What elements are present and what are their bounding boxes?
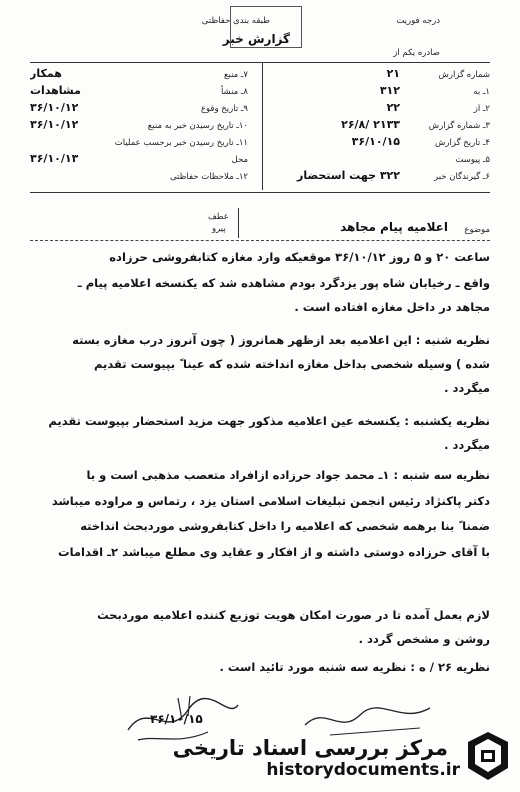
- watermark-url: historydocuments.ir: [266, 760, 460, 780]
- reference-atf-label: عطف: [208, 212, 229, 222]
- body-line: نظریه شنبه : این اعلامیه بعد ازظهر همانروز ( چون آنروز درب مغازه بسته: [72, 333, 490, 347]
- field-value: مشاهدات: [30, 84, 81, 97]
- body-line: مجاهد در داخل مغازه افتاده است .: [294, 300, 490, 314]
- body-line: میگردد .: [444, 381, 490, 395]
- body-line: با آقای حرزاده دوستی داشته و از افکار و عقاید وی مطلع میباشد ۲ـ اقدامات: [58, 545, 490, 559]
- field-label: ۱۱ـ تاریخ رسیدن خبر برحسب عملیات: [114, 138, 248, 148]
- body-line: میگردد .: [444, 438, 490, 452]
- field-label: ۸ـ منشأ: [220, 87, 248, 97]
- watermark-logo-icon: [466, 730, 510, 782]
- field-value: ۳۶/۱۰/۱۵: [351, 135, 400, 148]
- body-line: نظریه ۲۶ / ه : نظریه سه شنبه مورد تائید است .: [219, 660, 490, 674]
- field-value: ۲۱۳۳ /۲۶/۸: [341, 118, 400, 131]
- body-line: ضمنا ً بنا برهمه شخصی که اعلامیه را داخل کتابفروشی موردبحث انداخته: [80, 519, 490, 533]
- document-type: گزارش خبر: [222, 32, 290, 46]
- reference-box-divider: [238, 208, 239, 238]
- fields-divider: [30, 192, 490, 193]
- body-line: دکتر پاکنژاد رئیس انجمن تبلیغات اسلامی استان یزد ، رتماس و مراوده میباشد: [51, 494, 490, 508]
- field-value: همکار: [30, 67, 62, 80]
- field-value: ۲۲: [386, 101, 400, 114]
- field-label: ۵ـ پیوست: [455, 155, 490, 165]
- body-line: ساعت ۲۰ و ۵ روز ۳۶/۱۰/۱۲ موقعیکه وارد مغازه کتابفروشی حرزاده: [109, 250, 490, 264]
- classification-label: طبقه بندی حفاظتی: [201, 16, 270, 26]
- subject-value: اعلامیه پیام مجاهد: [340, 220, 448, 234]
- body-line: روشن و مشخص گردد .: [358, 632, 490, 646]
- field-value: ۳۶/۱۰/۱۲: [30, 118, 79, 131]
- subject-underline: [30, 240, 490, 241]
- field-label: ۶ـ گیرندگان خبر: [434, 172, 490, 182]
- body-line: لازم بعمل آمده تا در صورت امکان هویت توزیع کننده اعلامیه موردبحث: [97, 608, 490, 622]
- field-label: ۹ـ تاریخ وقوع: [200, 104, 248, 114]
- body-line: واقع ـ رخیابان شاه پور یزدگرد بودم مشاهده شد که یکنسخه اعلامیه پیام ـ: [77, 276, 490, 290]
- columns-divider: [262, 62, 263, 190]
- field-label: ۳ـ شماره گزارش: [428, 121, 490, 131]
- body-line: شده ) وسیله شخصی بداخل مغازه انداخته شده که عینا ً بپیوست تقدیم: [94, 357, 490, 371]
- signature-date: ۳۶/۱۰/۱۵: [150, 712, 203, 726]
- field-label: ۷ـ منبع: [224, 70, 248, 80]
- reference-peyro-label: پیرو: [212, 224, 226, 234]
- field-value: ۳۶/۱۰/۱۳: [30, 152, 79, 165]
- field-value: ۳۲۲ جهت استحضار: [297, 169, 400, 182]
- field-label: ۱۰ـ تاریخ رسیدن خبر به منبع: [147, 121, 248, 131]
- field-label: ۱ـ به: [473, 87, 490, 97]
- field-value: ۲۱: [386, 67, 400, 80]
- field-label: ۴ـ تاریخ گزارش: [435, 138, 490, 148]
- watermark-org-name: مرکز بررسی اسناد تاریخی: [172, 736, 448, 760]
- classification-stamp-box: [230, 6, 302, 48]
- field-label: ۲ـ از: [473, 104, 490, 114]
- unit-label: صادره یکم از: [393, 48, 440, 58]
- field-label: محل: [231, 155, 248, 165]
- field-label: شماره گزارش: [438, 70, 490, 80]
- field-value: ۳۶/۱۰/۱۲: [30, 101, 79, 114]
- field-value: ۳۱۲: [379, 84, 400, 97]
- secondary-signature: [300, 700, 440, 740]
- field-label: ۱۲ـ ملاحظات حفاظتی: [169, 172, 248, 182]
- body-line: نظریه سه شنبه : ۱ـ محمد جواد حرزاده ازافراد متعصب مذهبی است و با: [86, 468, 490, 482]
- header-divider: [30, 62, 490, 63]
- subject-label: موضوع: [464, 225, 490, 235]
- priority-label: درجه فوریت: [396, 16, 440, 26]
- body-line: نظریه یکشنبه : یکنسخه عین اعلامیه مذکور جهت مزید استحضار بپیوست تقدیم: [48, 414, 490, 428]
